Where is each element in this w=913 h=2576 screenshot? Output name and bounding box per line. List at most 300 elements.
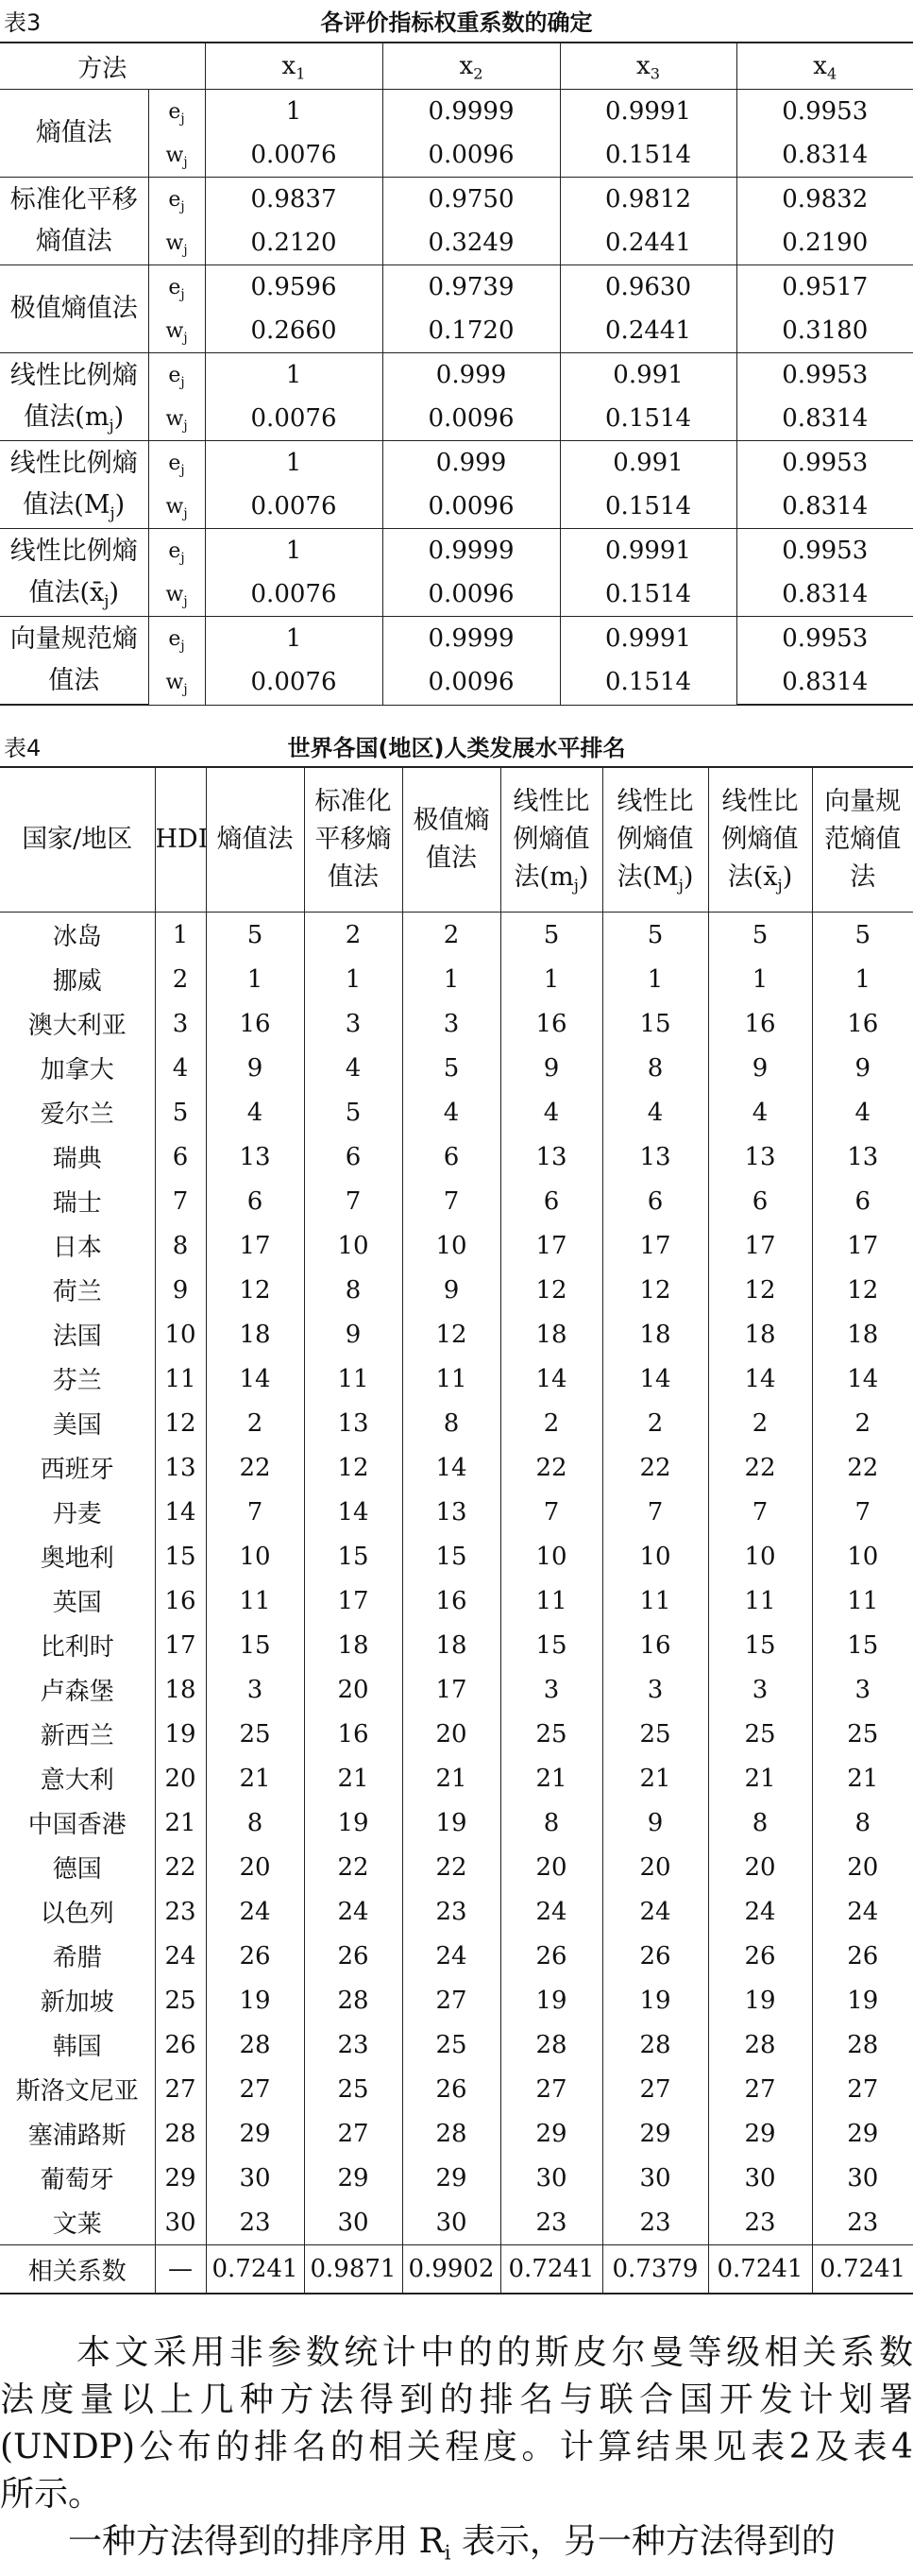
table4-rank-cell: 18 (155, 1667, 206, 1712)
table4-rank-cell: 10 (708, 1534, 812, 1578)
table4-rank-cell: 29 (402, 2156, 500, 2200)
table4-rank-cell: 12 (500, 1268, 602, 1312)
paragraph-1 (0, 2329, 913, 2518)
table4-rank-cell: 29 (602, 2111, 708, 2156)
table4-rank-cell: 7 (602, 1490, 708, 1534)
table3-header-col: $x_4$ (736, 43, 913, 90)
table4-rank-cell: 12 (206, 1268, 304, 1312)
table4-rank-cell: 30 (304, 2200, 402, 2245)
table4-rank-cell: 25 (304, 2067, 402, 2111)
table3 (0, 42, 913, 706)
table4-title: 世界各国(地区)人类发展水平排名 (287, 735, 626, 761)
table4-rank-cell: 28 (602, 2022, 708, 2067)
table4-rank-cell: 3 (402, 1001, 500, 1046)
table4-rank-cell: 3 (155, 1001, 206, 1046)
table4-country-cell: 冰岛 (0, 913, 155, 958)
table4-rank-cell: 8 (402, 1401, 500, 1445)
table3-caption (0, 4, 913, 36)
table3-cell-e: 1 (205, 529, 382, 573)
table4-rank-cell: 5 (500, 913, 602, 958)
table4-rank-cell: 22 (304, 1845, 402, 1889)
table4-row (0, 1889, 913, 1934)
table4-rank-cell: 19 (500, 1978, 602, 2022)
table4-row (0, 1756, 913, 1800)
table4-rank-cell: 13 (847, 1142, 879, 1171)
table3-row (0, 529, 913, 573)
table4-rank-cell: 14 (500, 1356, 602, 1401)
table4-rank-cell: 17 (155, 1623, 206, 1667)
table4-rank-cell: 17 (602, 1223, 708, 1268)
table4-rank-cell: 24 (206, 1889, 304, 1934)
table4-rank-cell: 17 (500, 1223, 602, 1268)
table4-rank-cell: 6 (206, 1179, 304, 1223)
table4-row (0, 1934, 913, 1978)
table4-country-cell: 加拿大 (0, 1046, 155, 1090)
table4-rank-cell: 10 (304, 1223, 402, 1268)
table4-rank-cell: 16 (155, 1578, 206, 1623)
table3-cell-e: 0.9953 (782, 624, 869, 653)
table4-rank-cell: 15 (206, 1623, 304, 1667)
table3-symbol-w: $w_j$ (148, 133, 205, 178)
table4-rank-cell: 4 (708, 1090, 812, 1134)
table4-rank-cell: 4 (304, 1046, 402, 1090)
table4-rank-cell: 6 (854, 1186, 871, 1216)
table4-row (0, 1090, 913, 1134)
table4-rank-cell: 2 (206, 1401, 304, 1445)
table3-symbol-w: $w_j$ (148, 572, 205, 617)
table4-rank-cell: 22 (602, 1445, 708, 1490)
table4-rank-cell: 17 (304, 1578, 402, 1623)
table4-header-cell: 国家/地区 (0, 767, 155, 913)
table4-rank-cell: 24 (602, 1889, 708, 1934)
table4-row (0, 1312, 913, 1356)
table4-rank-cell: 5 (304, 1090, 402, 1134)
table4-rank-cell: 18 (304, 1623, 402, 1667)
table3-cell-e: 0.9991 (560, 529, 736, 573)
table4-rank-cell: 3 (602, 1667, 708, 1712)
table4-row (0, 2022, 913, 2067)
table4-rank-cell: 14 (206, 1356, 304, 1401)
table4-rank-cell: 11 (847, 1586, 879, 1615)
table4-country-cell: 意大利 (0, 1756, 155, 1800)
table4-rank-cell: 19 (847, 1986, 879, 2015)
table3-symbol-e: $e_j$ (148, 441, 205, 486)
table3-cell-e: 0.9812 (560, 178, 736, 222)
table4-rank-cell: 28 (402, 2111, 500, 2156)
table4-rank-cell: 30 (847, 2163, 879, 2192)
table4-rank-cell: 21 (402, 1756, 500, 1800)
table4-rank-cell: 24 (847, 1897, 879, 1926)
table4-corr-cell: 0.7241 (206, 2245, 304, 2295)
table4-rank-cell: 9 (155, 1268, 206, 1312)
table3-cell-e: 0.991 (560, 441, 736, 486)
table4-rank-cell: 17 (402, 1667, 500, 1712)
table3-cell-w: 0.0076 (205, 485, 382, 529)
table4-rank-cell: 30 (708, 2156, 812, 2200)
table4-rank-cell: 1 (602, 957, 708, 1001)
table4 (0, 766, 913, 2295)
table4-rank-cell: 26 (847, 1941, 879, 1970)
table4-rank-cell: 26 (402, 2067, 500, 2111)
table4-rank-cell: 3 (854, 1675, 871, 1704)
table4-rank-cell: 13 (708, 1134, 812, 1179)
table3-cell-e: 1 (205, 90, 382, 134)
table4-row (0, 2111, 913, 2156)
table4-rank-cell: 14 (155, 1490, 206, 1534)
table4-rank-cell: 5 (206, 913, 304, 958)
table4-rank-cell: 23 (206, 2200, 304, 2245)
table4-rank-cell: 9 (708, 1046, 812, 1090)
table3-cell-w: 0.1720 (382, 309, 560, 353)
table4-rank-cell: 25 (708, 1712, 812, 1756)
table3-cell-w: 0.3249 (382, 221, 560, 265)
table3-title: 各评价指标权重系数的确定 (320, 9, 593, 36)
table4-rank-cell: 18 (708, 1312, 812, 1356)
table4-rank-cell: 21 (500, 1756, 602, 1800)
table3-cell-w: 0.8314 (736, 485, 913, 529)
table4-rank-cell: 15 (304, 1534, 402, 1578)
table3-cell-e: 0.991 (560, 353, 736, 398)
table4-rank-cell: 1 (500, 957, 602, 1001)
table4-rank-cell: 15 (847, 1630, 879, 1660)
table4-rank-cell: 18 (602, 1312, 708, 1356)
table4-row (0, 1356, 913, 1401)
table4-caption (0, 729, 913, 761)
table3-symbol-e: $e_j$ (148, 617, 205, 661)
table4-rank-cell: 2 (402, 913, 500, 958)
table4-country-cell: 韩国 (0, 2022, 155, 2067)
table4-rank-cell: 29 (847, 2119, 879, 2148)
table4-rank-cell: 13 (155, 1445, 206, 1490)
table4-rank-cell: 24 (708, 1889, 812, 1934)
table4-country-cell: 希腊 (0, 1934, 155, 1978)
table3-cell-e: 0.9953 (782, 449, 869, 477)
table4-row (0, 1223, 913, 1268)
table4-rank-cell: 21 (847, 1764, 879, 1793)
table4-rank-cell: 30 (402, 2200, 500, 2245)
table4-rank-cell: 9 (402, 1268, 500, 1312)
table4-rank-cell: 6 (500, 1179, 602, 1223)
table3-method-name: 线性比例熵 值法$(x̄_j)$ (0, 529, 148, 617)
table4-rank-cell: 22 (155, 1845, 206, 1889)
table4-rank-cell: 20 (206, 1845, 304, 1889)
table3-cell-e: 0.9517 (782, 273, 869, 301)
table4-rank-cell: 21 (206, 1756, 304, 1800)
table3-cell-e: 0.9739 (382, 265, 560, 310)
table4-corr-cell: 0.9902 (402, 2245, 500, 2295)
table4-rank-cell: 4 (206, 1090, 304, 1134)
table4-header-cell: 线性比 例熵值 法$(m_j)$ (500, 767, 602, 913)
table4-rank-cell: 29 (155, 2156, 206, 2200)
table4-rank-cell: 18 (847, 1320, 879, 1349)
paragraph-1-line: 法度量以上几种方法得到的排名与联合国开发计划署 (0, 2380, 913, 2419)
table4-rank-cell: 28 (206, 2022, 304, 2067)
table4-rank-cell: 14 (402, 1445, 500, 1490)
table4-rank-cell: 9 (304, 1312, 402, 1356)
table3-row (0, 617, 913, 661)
table4-rank-cell: 6 (708, 1179, 812, 1223)
table4-rank-cell: 16 (402, 1578, 500, 1623)
table4-rank-cell: 2 (602, 1401, 708, 1445)
table3-cell-e: 0.9953 (782, 537, 869, 565)
table4-country-cell: 丹麦 (0, 1490, 155, 1534)
table4-rank-cell: 2 (708, 1401, 812, 1445)
table4-rank-cell: 13 (500, 1134, 602, 1179)
table4-rank-cell: 22 (847, 1453, 879, 1482)
table3-cell-e: 0.9953 (782, 97, 869, 126)
table4-header-cell: 线性比 例熵值 法$(M_j)$ (602, 767, 708, 913)
table4-rank-cell: 23 (500, 2200, 602, 2245)
table4-rank-cell: 8 (155, 1223, 206, 1268)
table4-rank-cell: 28 (500, 2022, 602, 2067)
paragraph-1-line: 所示。 (0, 2475, 103, 2514)
table3-symbol-w: $w_j$ (148, 309, 205, 353)
table4-rank-cell: 22 (402, 1845, 500, 1889)
table3-cell-w: 0.1514 (560, 397, 736, 441)
table4-rank-cell: 4 (854, 1098, 871, 1127)
table4-corr-cell: 0.7241 (500, 2245, 602, 2295)
table4-rank-cell: 1 (708, 957, 812, 1001)
table4-row (0, 2067, 913, 2111)
table4-country-cell: 德国 (0, 1845, 155, 1889)
table4-rank-cell: 8 (304, 1268, 402, 1312)
table4-rank-cell: 29 (500, 2111, 602, 2156)
table4-rank-cell: 15 (500, 1623, 602, 1667)
table3-cell-w: 0.2660 (205, 309, 382, 353)
table4-corr-label: 相关系数 (0, 2245, 155, 2295)
table4-rank-cell: 30 (500, 2156, 602, 2200)
table4-rank-cell: 2 (854, 1408, 871, 1438)
table3-cell-w: 0.0096 (382, 133, 560, 178)
table4-rank-cell: 27 (847, 2074, 879, 2104)
table4-rank-cell: 24 (155, 1934, 206, 1978)
table4-rank-cell: 26 (500, 1934, 602, 1978)
table3-cell-w: 0.1514 (560, 572, 736, 617)
table3-cell-e: 1 (205, 441, 382, 486)
table4-rank-cell: 30 (206, 2156, 304, 2200)
table4-rank-cell: 13 (402, 1490, 500, 1534)
table4-country-cell: 塞浦路斯 (0, 2111, 155, 2156)
table3-cell-e: 0.9991 (560, 90, 736, 134)
table3-symbol-w: $w_j$ (148, 485, 205, 529)
table4-rank-cell: 10 (402, 1223, 500, 1268)
table3-cell-w: 0.3180 (736, 309, 913, 353)
table4-rank-cell: 10 (500, 1534, 602, 1578)
table4-row (0, 1978, 913, 2022)
table3-cell-w: 0.0076 (205, 660, 382, 705)
table4-rank-cell: 12 (155, 1401, 206, 1445)
table4-row (0, 957, 913, 1001)
table4-rank-cell: 7 (708, 1490, 812, 1534)
table3-cell-e: 0.9596 (205, 265, 382, 310)
table4-rank-cell: 26 (708, 1934, 812, 1978)
table3-header-col: $x_1$ (205, 43, 382, 90)
table4-rank-cell: 19 (206, 1978, 304, 2022)
table4-country-cell: 新加坡 (0, 1978, 155, 2022)
table3-symbol-w: $w_j$ (148, 221, 205, 265)
table4-rank-cell: 16 (500, 1001, 602, 1046)
table4-corr-cell: 0.7241 (708, 2245, 812, 2295)
table3-cell-e: 0.9837 (205, 178, 382, 222)
table4-country-cell: 文莱 (0, 2200, 155, 2245)
table4-rank-cell: 5 (854, 920, 871, 949)
table4-header-cell: 极值熵 值法 (402, 767, 500, 913)
table3-cell-w: 0.8314 (736, 572, 913, 617)
table4-rank-cell: 15 (155, 1534, 206, 1578)
table4-rank-cell: 6 (602, 1179, 708, 1223)
table4-rank-cell: 28 (304, 1978, 402, 2022)
table3-cell-e: 0.999 (382, 353, 560, 398)
table4-rank-cell: 7 (206, 1490, 304, 1534)
table3-cell-w: 0.8314 (736, 660, 913, 705)
table4-row (0, 1578, 913, 1623)
table3-cell-w: 0.0096 (382, 397, 560, 441)
table4-rank-cell: 8 (854, 1808, 871, 1837)
table3-symbol-e: $e_j$ (148, 178, 205, 222)
table4-rank-cell: 25 (155, 1978, 206, 2022)
table4-rank-cell: 17 (206, 1223, 304, 1268)
table4-corr-row (0, 2245, 913, 2295)
table3-header-row (0, 43, 913, 90)
table4-rank-cell: 23 (402, 1889, 500, 1934)
table4-rank-cell: 2 (304, 913, 402, 958)
table4-rank-cell: 6 (155, 1134, 206, 1179)
table3-cell-w: 0.0096 (382, 572, 560, 617)
table4-rank-cell: 20 (708, 1845, 812, 1889)
table4-rank-cell: 27 (602, 2067, 708, 2111)
table4-rank-cell: 16 (304, 1712, 402, 1756)
table4-rank-cell: 1 (304, 957, 402, 1001)
table4-rank-cell: 14 (708, 1356, 812, 1401)
table4-rank-cell: 20 (402, 1712, 500, 1756)
table4-rank-cell: 9 (206, 1046, 304, 1090)
table3-symbol-w: $w_j$ (148, 397, 205, 441)
table4-corr-cell: 0.9871 (304, 2245, 402, 2295)
table4-country-cell: 以色列 (0, 1889, 155, 1934)
table4-rank-cell: 2 (155, 957, 206, 1001)
table4-rank-cell: 30 (602, 2156, 708, 2200)
table4-rank-cell: 1 (155, 913, 206, 958)
table3-row (0, 90, 913, 134)
table4-rank-cell: 17 (847, 1231, 879, 1260)
table4-rank-cell: 12 (847, 1275, 879, 1305)
table4-country-cell: 芬兰 (0, 1356, 155, 1401)
table4-rank-cell: 15 (602, 1001, 708, 1046)
table4-rank-cell: 25 (500, 1712, 602, 1756)
table4-country-cell: 比利时 (0, 1623, 155, 1667)
table3-row (0, 265, 913, 310)
table4-rank-cell: 27 (500, 2067, 602, 2111)
table4-rank-cell: 26 (155, 2022, 206, 2067)
table4-rank-cell: 19 (304, 1800, 402, 1845)
table4-rank-cell: 12 (402, 1312, 500, 1356)
table3-cell-e: 0.999 (382, 441, 560, 486)
table4-rank-cell: 1 (206, 957, 304, 1001)
table4-rank-cell: 4 (155, 1046, 206, 1090)
table4-rank-cell: 5 (602, 913, 708, 958)
table3-cell-e: 0.9991 (560, 617, 736, 661)
table4-rank-cell: 11 (155, 1356, 206, 1401)
table4-row (0, 1534, 913, 1578)
table3-cell-w: 0.2441 (560, 221, 736, 265)
table3-symbol-e: $e_j$ (148, 90, 205, 134)
table3-cell-w: 0.0096 (382, 485, 560, 529)
table4-rank-cell: 10 (206, 1534, 304, 1578)
table3-cell-e: 0.9953 (782, 361, 869, 389)
table3-row (0, 441, 913, 486)
table4-rank-cell: 27 (304, 2111, 402, 2156)
table4-row (0, 1179, 913, 1223)
table3-cell-e: 0.9832 (782, 185, 869, 213)
table4-country-cell: 瑞典 (0, 1134, 155, 1179)
table4-rank-cell: 3 (708, 1667, 812, 1712)
table4-rank-cell: 14 (847, 1364, 879, 1393)
table4-rank-cell: 7 (155, 1179, 206, 1223)
table3-cell-w: 0.8314 (736, 133, 913, 178)
table3-cell-e: 1 (205, 353, 382, 398)
table4-rank-cell: 4 (402, 1090, 500, 1134)
table4-row (0, 1800, 913, 1845)
table4-rank-cell: 24 (304, 1889, 402, 1934)
table3-row (0, 178, 913, 222)
table3-cell-w: 0.1514 (560, 133, 736, 178)
table4-country-cell: 卢森堡 (0, 1667, 155, 1712)
table4-rank-cell: 6 (304, 1134, 402, 1179)
table4-rank-cell: 5 (708, 913, 812, 958)
table4-rank-cell: 11 (708, 1578, 812, 1623)
table4-rank-cell: 26 (304, 1934, 402, 1978)
table4-rank-cell: 5 (402, 1046, 500, 1090)
table4-rank-cell: 29 (206, 2111, 304, 2156)
table3-symbol-e: $e_j$ (148, 353, 205, 398)
table4-rank-cell: 19 (402, 1800, 500, 1845)
table4-corr-cell: 0.7379 (602, 2245, 708, 2295)
table4-rank-cell: 16 (206, 1001, 304, 1046)
table4-rank-cell: 20 (155, 1756, 206, 1800)
table4-rank-cell: 28 (708, 2022, 812, 2067)
table4-rank-cell: 9 (854, 1053, 871, 1083)
table4-rank-cell: 7 (304, 1179, 402, 1223)
table4-rank-cell: 8 (500, 1800, 602, 1845)
table4-rank-cell: 25 (602, 1712, 708, 1756)
table4-rank-cell: 3 (500, 1667, 602, 1712)
table4-rank-cell: 4 (602, 1090, 708, 1134)
table3-method-name: 向量规范熵 值法 (0, 617, 148, 706)
table4-rank-cell: 23 (304, 2022, 402, 2067)
table4-country-cell: 英国 (0, 1578, 155, 1623)
table4-country-cell: 中国香港 (0, 1800, 155, 1845)
table4-rank-cell: 14 (602, 1356, 708, 1401)
table3-cell-w: 0.0076 (205, 397, 382, 441)
table4-rank-cell: 21 (304, 1756, 402, 1800)
table3-cell-w: 0.0096 (382, 660, 560, 705)
table4-rank-cell: 20 (500, 1845, 602, 1889)
table4-rank-cell: 10 (602, 1534, 708, 1578)
table4-rank-cell: 21 (602, 1756, 708, 1800)
paragraph-1-line: (UNDP)公布的排名的相关程度。计算结果见表2及表4 (0, 2428, 913, 2466)
table4-rank-cell: 8 (602, 1046, 708, 1090)
table3-header-col: $x_2$ (382, 43, 560, 90)
table4-rank-cell: 18 (206, 1312, 304, 1356)
table4-row (0, 1134, 913, 1179)
table4-rank-cell: 1 (854, 964, 871, 994)
table4-rank-cell: 27 (206, 2067, 304, 2111)
table4-country-cell: 瑞士 (0, 1179, 155, 1223)
table4-rank-cell: 25 (847, 1719, 879, 1749)
table4-rank-cell: 10 (155, 1312, 206, 1356)
table4-country-cell: 西班牙 (0, 1445, 155, 1490)
table3-symbol-e: $e_j$ (148, 529, 205, 573)
